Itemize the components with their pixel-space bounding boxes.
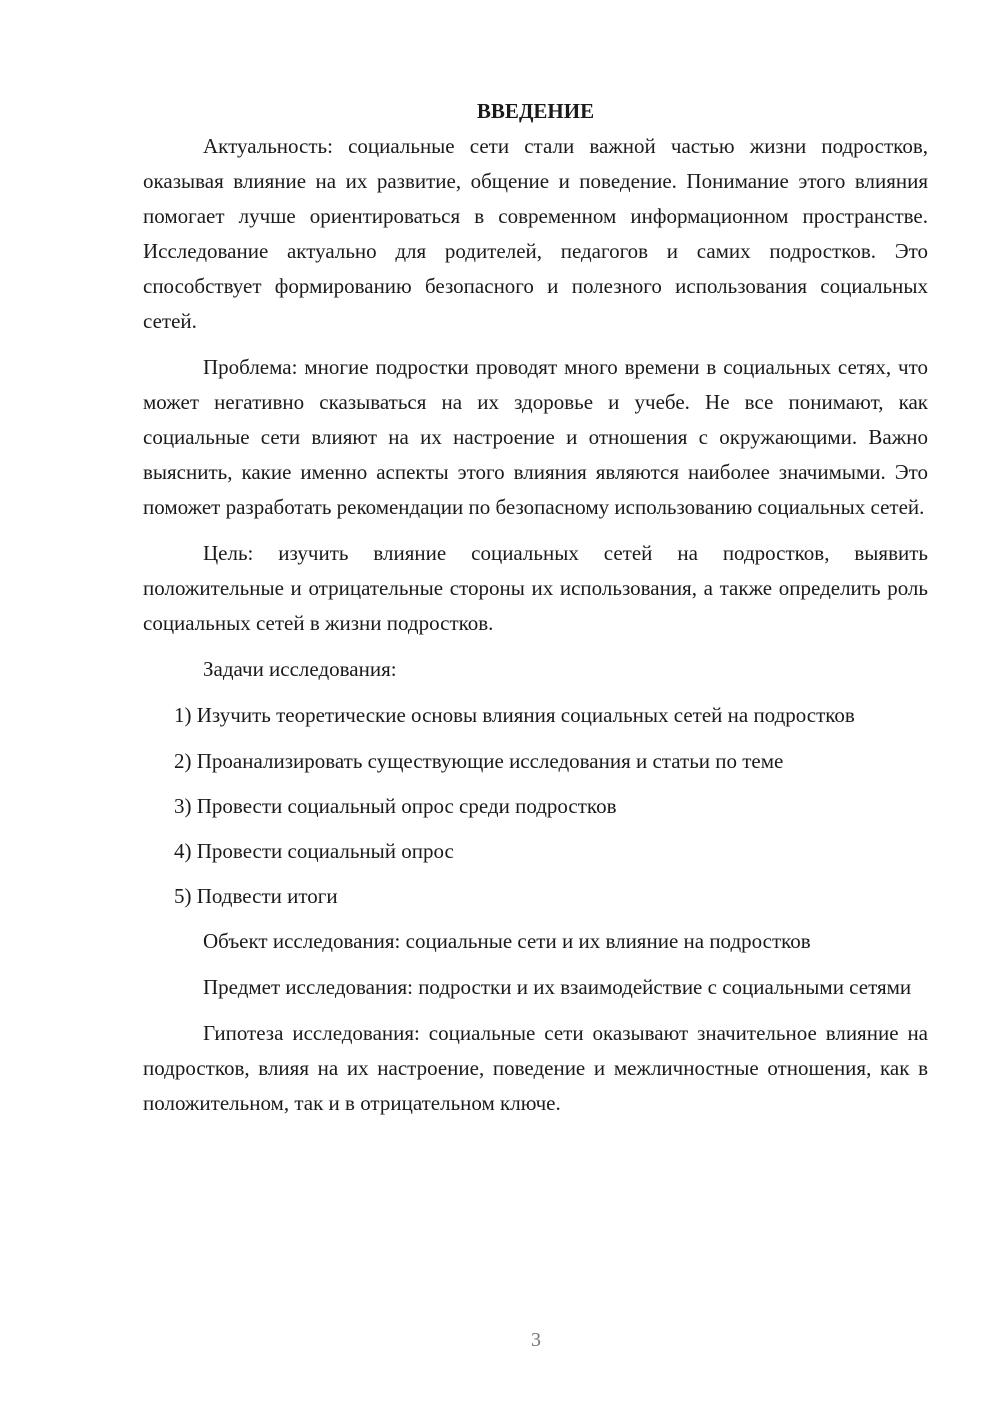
task-item-1: 1) Изучить теоретические основы влияния социальных сетей на подростков	[174, 703, 855, 727]
hypothesis-paragraph: Гипотеза исследования: социальные сети оказывают значительное влияние на подростков, влияя на их настроение, поведение и межличностные отношения, как в положительном, так и в отрицательном ключе.	[143, 1021, 928, 1115]
task-item-3: 3) Провести социальный опрос среди подростков	[174, 794, 617, 818]
document-page	[143, 94, 928, 1121]
object-paragraph: Объект исследования: социальные сети и их влияние на подростков	[203, 929, 811, 953]
task-item-5: 5) Подвести итоги	[174, 884, 338, 908]
relevance-paragraph: Актуальность: социальные сети стали важной частью жизни подростков, оказывая влияние на их развитие, общение и поведение. Понимание этого влияния помогает лучше ориентироваться в современном информационном пространстве. Исследование актуально для родителей, педагогов и самих подростков. Это способствует формированию безопасного и полезного использования социальных сетей.	[143, 134, 928, 333]
subject-paragraph: Предмет исследования: подростки и их взаимодействие с социальными сетями	[203, 975, 912, 999]
page-title: ВВЕДЕНИЕ	[476, 99, 595, 123]
task-item-2: 2) Проанализировать существующие исследования и статьи по теме	[174, 749, 784, 773]
problem-paragraph: Проблема: многие подростки проводят много времени в социальных сетях, что может негативно сказываться на их здоровье и учебе. Не все понимают, как социальные сети влияют на их настроение и отношения с окружающими. Важно выяснить, какие именно аспекты этого влияния являются наиболее значимыми. Это поможет разработать рекомендации по безопасному использованию социальных сетей.	[143, 355, 928, 519]
tasks-heading: Задачи исследования:	[203, 657, 397, 681]
page-number: 3	[531, 1329, 541, 1351]
task-item-4: 4) Провести социальный опрос	[174, 839, 454, 863]
goal-paragraph: Цель: изучить влияние социальных сетей на подростков, выявить положительные и отрицательные стороны их использования, а также определить роль социальных сетей в жизни подростков.	[143, 541, 928, 635]
